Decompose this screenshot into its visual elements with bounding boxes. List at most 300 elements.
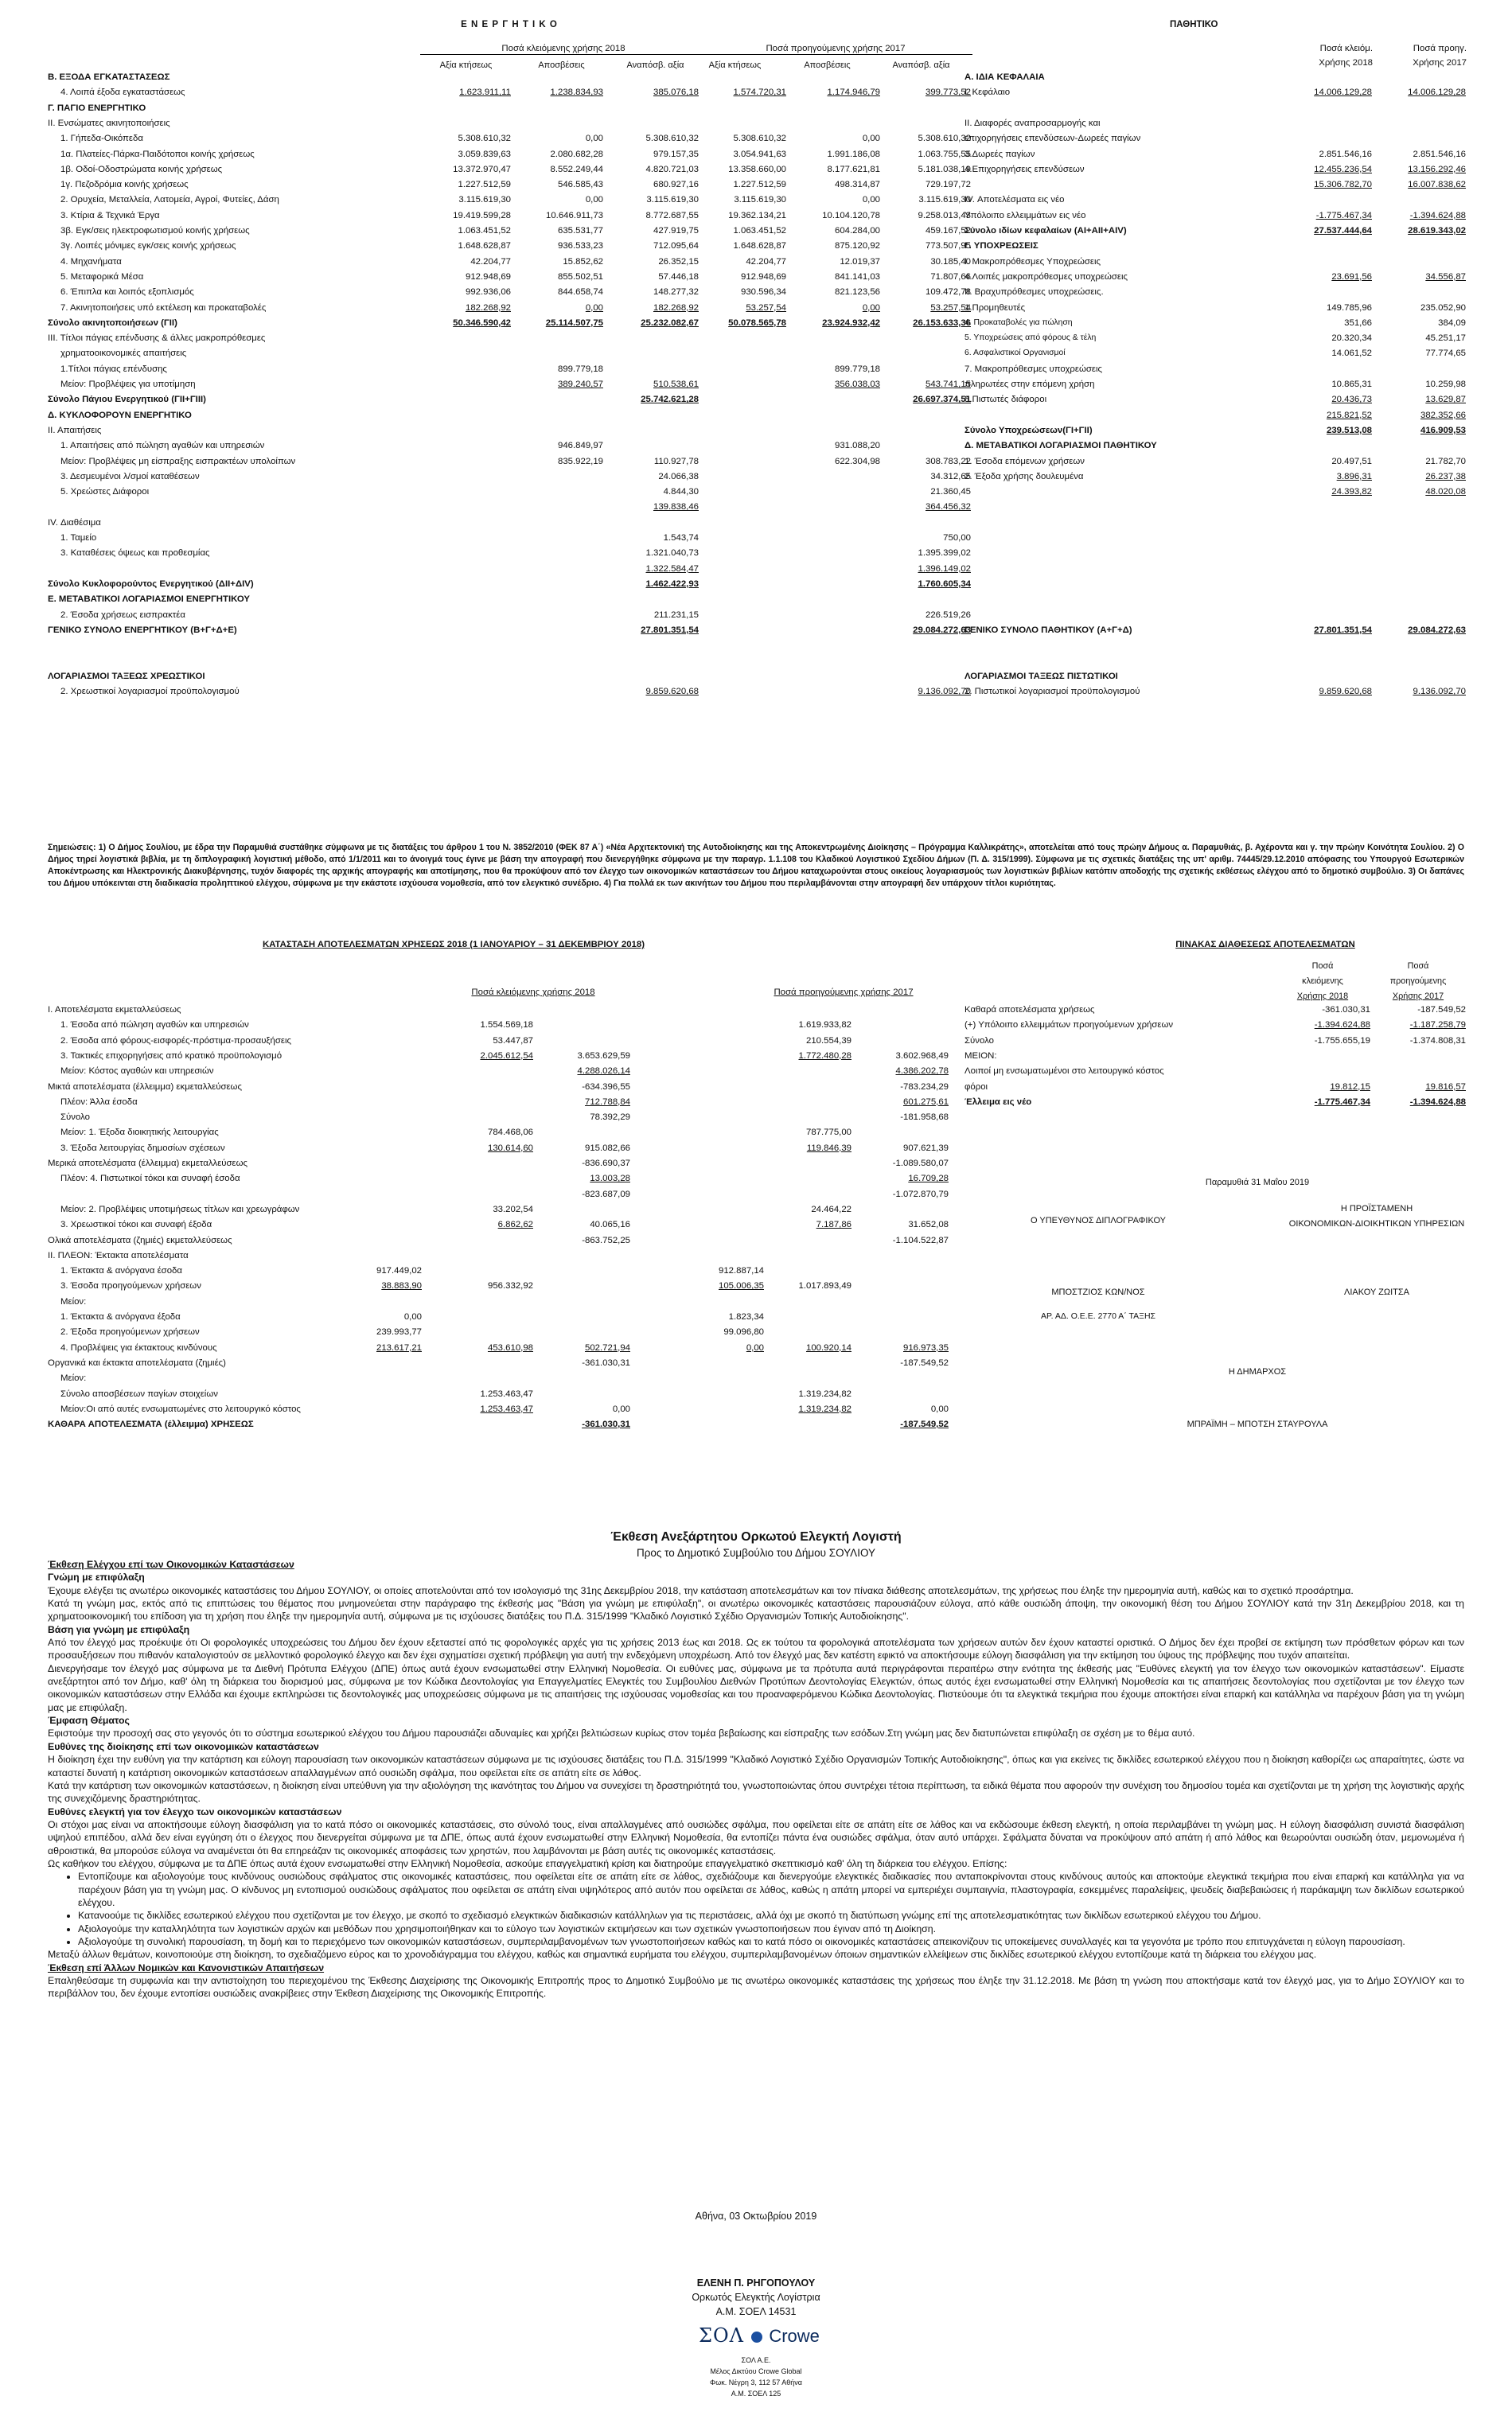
row-label: 7. Ακινητοποιήσεις υπό εκτέλεση και προκαταβολές bbox=[60, 302, 267, 313]
row-label: 2. Έξοδα προηγούμενων χρήσεων bbox=[60, 1327, 200, 1338]
cell-value: 1.396.149,02 bbox=[918, 563, 971, 574]
cell-value: 15.852,62 bbox=[563, 256, 603, 267]
cell-value: 0,00 bbox=[930, 1404, 949, 1414]
cell-value: 364.456,32 bbox=[925, 502, 971, 512]
cell-value: 498.314,87 bbox=[834, 180, 880, 190]
report-body bbox=[48, 1558, 1464, 2001]
cell-value: 787.775,00 bbox=[805, 1128, 851, 1138]
row-label: 3. Χρεωστικοί τόκοι και συναφή έξοδα bbox=[60, 1220, 212, 1230]
cell-value: 10.865,31 bbox=[1331, 380, 1372, 389]
cell-value: 835.922,19 bbox=[557, 456, 603, 466]
sub-header: Αναπόσβ. αξία bbox=[892, 60, 950, 70]
cell-value: 1.238.834,93 bbox=[550, 88, 603, 98]
row-label: Α. ΙΔΙΑ ΚΕΦΑΛΑΙΑ bbox=[964, 72, 1045, 82]
cell-value: 385.076,18 bbox=[653, 88, 699, 98]
cell-value: 1.321.040,73 bbox=[645, 548, 699, 559]
report-addressee: Προς το Δημοτικό Συμβούλιο του Δήμου ΣΟΥΛΙΟΥ bbox=[636, 1547, 876, 1559]
cell-value: 239.513,08 bbox=[1326, 425, 1372, 435]
cell-value: 24.464,22 bbox=[811, 1204, 851, 1214]
cell-value: 9.136.092,70 bbox=[918, 687, 971, 696]
row-label: Οργανικά και έκτακτα αποτελέσματα (ζημιές) bbox=[48, 1358, 226, 1368]
cell-value: 19.816,57 bbox=[1425, 1081, 1466, 1092]
table-row bbox=[964, 164, 1474, 179]
cell-value: 1.991.186,08 bbox=[827, 149, 880, 159]
cell-value: 34.556,87 bbox=[1425, 271, 1466, 282]
cell-value: 4.844,30 bbox=[663, 487, 699, 497]
cell-value: 27.537.444,64 bbox=[1314, 226, 1372, 236]
table-row bbox=[48, 379, 971, 394]
bullet-item: • Αξιολογούμε τη συνολική παρουσίαση, τη δομή και το περιεχόμενο των οικονομικών καταστάσεων, συμπεριλαμβανομένων των γνωστοποιήσεων καθώς και το κατά πόσο οι οικονομικές καταστάσεις απεικονίζουν τις υποκείμενες συναλλαγές και τα γεγονότα με τρόπο που επιτυγχάνεται η εύλογη παρουσίαση. bbox=[78, 1935, 1464, 1948]
row-label: ΙΙ. Ενσώματες ακινητοποιήσεις bbox=[48, 118, 170, 128]
row-label: Μείον: Προβλέψεις μη είσπραξης εισπρακτέων υπολοίπων bbox=[60, 456, 296, 466]
cell-value: 24.393,82 bbox=[1331, 487, 1372, 497]
row-label: 2. Ορυχεία, Μεταλλεία, Λατομεία, Αγροί, Φυτείες, Δάση bbox=[60, 195, 279, 205]
cell-value: 8.772.687,55 bbox=[645, 210, 699, 220]
row-label: 1γ. Πεζοδρόμια κοινής χρήσεως bbox=[60, 180, 189, 190]
cell-value: -1.104.522,87 bbox=[892, 1235, 949, 1245]
bullet-item: • Αξιολογούμε την καταλληλότητα των λογιστικών αρχών και μεθόδων που χρησιμοποιήθηκαν και το εύλογο των λογιστικών εκτιμήσεων και των σχετικών γνωστοποιήσεων που έγιναν από τη Διοίκηση. bbox=[78, 1923, 1464, 1935]
table-row bbox=[964, 655, 1474, 670]
table-row bbox=[48, 1235, 971, 1250]
cell-value: 931.088,20 bbox=[834, 441, 880, 451]
cell-value: 382.352,66 bbox=[1420, 410, 1466, 420]
table-row bbox=[48, 118, 971, 133]
cell-value: 16.007.838,62 bbox=[1408, 180, 1466, 190]
cell-value: 1.395.399,02 bbox=[918, 548, 971, 559]
cell-value: 844.658,74 bbox=[557, 287, 603, 298]
table-row bbox=[48, 1389, 971, 1404]
cell-value: -361.030,31 bbox=[1322, 1005, 1370, 1015]
table-row bbox=[964, 286, 1474, 302]
table-row bbox=[48, 425, 971, 440]
cell-value: 1.623.911,11 bbox=[459, 88, 511, 98]
cell-value: 130.614,60 bbox=[487, 1143, 533, 1153]
table-row bbox=[964, 563, 1474, 579]
table-row bbox=[964, 348, 1474, 363]
cell-value: 9.859.620,68 bbox=[1319, 687, 1372, 696]
cell-value: 1.760.605,34 bbox=[918, 579, 971, 589]
table-row bbox=[48, 686, 971, 701]
cell-value: 979.157,35 bbox=[653, 149, 699, 159]
cell-value: 2.045.612,54 bbox=[480, 1050, 533, 1061]
cell-value: 1.063.451,52 bbox=[458, 226, 511, 236]
row-label: Γ. ΥΠΟΧΡΕΩΣΕΙΣ bbox=[964, 241, 1039, 251]
accountant-role: Ο ΥΠΕΥΘΥΝΟΣ ΔΙΠΛΟΓΡΑΦΙΚΟΥ bbox=[1030, 1216, 1167, 1225]
row-label: 4. Προκαταβολές για πώληση bbox=[964, 318, 1073, 327]
cell-value: 936.533,23 bbox=[557, 241, 603, 251]
row-label: 1. Έκτακτα & ανόργανα έσοδα bbox=[60, 1266, 182, 1276]
table-row bbox=[964, 610, 1474, 625]
cell-value: 956.332,92 bbox=[487, 1281, 533, 1291]
table-row bbox=[48, 1311, 971, 1327]
table-row bbox=[48, 486, 971, 501]
cell-value: 33.202,54 bbox=[493, 1204, 533, 1214]
cell-value: 53.257,54 bbox=[930, 302, 971, 313]
row-label: Δ. ΚΥΚΛΟΦΟΡΟΥΝ ΕΝΕΡΓΗΤΙΚΟ bbox=[48, 410, 192, 420]
cell-value: 16.709,28 bbox=[908, 1174, 949, 1184]
cell-value: 119.846,39 bbox=[806, 1143, 851, 1153]
row-label: Μείον: Κόστος αγαθών και υπηρεσιών bbox=[60, 1066, 214, 1077]
row-label: 1. Έσοδα επόμενων χρήσεων bbox=[964, 456, 1085, 466]
cell-value: 20.497,51 bbox=[1331, 456, 1372, 466]
sub-header: Αποσβέσεις bbox=[538, 60, 585, 70]
cell-value: 917.449,02 bbox=[376, 1266, 422, 1276]
cell-value: 40.065,16 bbox=[590, 1220, 630, 1230]
table-row bbox=[964, 456, 1474, 471]
cell-value: 19.362.134,21 bbox=[728, 210, 786, 220]
distribution-col-2018-header: Ποσά κλειόμενης Χρήσης 2018 bbox=[1296, 961, 1349, 1001]
cell-value: -1.394.624,88 bbox=[1409, 210, 1466, 220]
table-row bbox=[964, 625, 1474, 640]
table-row bbox=[964, 517, 1474, 532]
cell-value: 1.772.480,28 bbox=[798, 1050, 851, 1061]
cell-value: 77.774,65 bbox=[1425, 349, 1466, 359]
cell-value: 543.741,15 bbox=[925, 380, 971, 389]
row-label: Λοιποί μη ενσωματωμένοι στο λειτουργικό κόστος bbox=[964, 1066, 1164, 1077]
cell-value: 26.352,15 bbox=[658, 256, 699, 267]
heading: Βάση για γνώμη με επιφύλαξη bbox=[48, 1623, 190, 1635]
table-row bbox=[964, 72, 1474, 87]
cell-value: 3.054.941,63 bbox=[733, 149, 786, 159]
cell-value: 21.360,45 bbox=[930, 487, 971, 497]
heading: Έκθεση Ελέγχου επί των Οικονομικών Καταστάσεων bbox=[48, 1559, 294, 1570]
table-row bbox=[48, 671, 971, 686]
cell-value: 899.779,18 bbox=[834, 364, 880, 374]
cell-value: 5.308.610,32 bbox=[458, 134, 511, 144]
auditor-title: Ορκωτός Ελεγκτής Λογίστρια bbox=[692, 2292, 820, 2303]
cell-value: 53.257,54 bbox=[746, 302, 786, 313]
row-label: Σύνολο ιδίων κεφαλαίων (ΑΙ+ΑΙΙ+ΑΙV) bbox=[964, 226, 1127, 236]
table-row bbox=[48, 410, 971, 425]
table-row bbox=[964, 179, 1474, 194]
row-label: Υπόλοιπο ελλειμμάτων εις νέο bbox=[964, 210, 1086, 220]
passive-col-2018-header: Ποσά κλειόμ. Χρήσης 2018 bbox=[1319, 44, 1373, 68]
table-row bbox=[964, 686, 1474, 701]
cell-value: 1.823,34 bbox=[728, 1312, 764, 1322]
row-label: 3β. Εγκ/σεις ηλεκτροφωτισμού κοινής χρήσεως bbox=[60, 226, 250, 236]
row-label: 6. Ασφαλιστικοί Οργανισμοί bbox=[964, 349, 1066, 358]
table-row bbox=[48, 1219, 971, 1234]
table-row bbox=[48, 333, 971, 348]
cell-value: 622.304,98 bbox=[834, 456, 880, 466]
cell-value: -1.072.870,79 bbox=[892, 1189, 949, 1199]
row-label: 8.Πιστωτές διάφοροι bbox=[964, 395, 1047, 405]
cell-value: 31.652,08 bbox=[908, 1220, 949, 1230]
cell-value: 45.251,17 bbox=[1425, 333, 1466, 344]
cell-value: 1.462.422,93 bbox=[645, 579, 699, 589]
cell-value: 3.115.619,30 bbox=[734, 195, 786, 205]
cell-value: 14.006.129,28 bbox=[1408, 88, 1466, 98]
cell-value: 604.284,00 bbox=[834, 226, 880, 236]
cell-value: -863.752,25 bbox=[582, 1235, 630, 1245]
cell-value: 8.552.249,44 bbox=[550, 164, 603, 174]
cell-value: 0,00 bbox=[585, 302, 603, 313]
table-row bbox=[964, 302, 1474, 318]
table-row bbox=[48, 164, 971, 179]
table-row bbox=[48, 87, 971, 102]
row-label: Μείον: bbox=[60, 1296, 87, 1307]
table-row bbox=[48, 1358, 971, 1373]
cell-value: 946.849,97 bbox=[557, 441, 603, 451]
cell-value: 821.123,56 bbox=[834, 287, 880, 298]
row-label: 3. Κτίρια & Τεχνικά Έργα bbox=[60, 210, 160, 220]
row-label: Πλέον: Άλλα έσοδα bbox=[60, 1097, 138, 1107]
table-row bbox=[48, 133, 971, 148]
cell-value: 351,66 bbox=[1344, 318, 1372, 328]
row-label: ΓΕΝΙΚΟ ΣΥΝΟΛΟ ΠΑΘΗΤΙΚΟΥ (Α+Γ+Δ) bbox=[964, 625, 1132, 635]
cell-value: 182.268,92 bbox=[653, 302, 699, 313]
row-label: 1.Προμηθευτές bbox=[964, 302, 1026, 313]
cell-value: 502.721,94 bbox=[584, 1342, 630, 1353]
table-row bbox=[48, 271, 971, 286]
sub-header: Αναπόσβ. αξία bbox=[626, 60, 684, 70]
row-label: 1. Ταμείο bbox=[60, 533, 97, 543]
table-row bbox=[48, 1081, 971, 1097]
row-label: IV. Αποτελέσματα εις νέο bbox=[964, 195, 1065, 205]
paragraph: Οι στόχοι μας είναι να αποκτήσουμε εύλογη διασφάλιση για το κατά πόσο οι οικονομικές καταστάσεις, στο σύνολό τους, είναι απαλλαγμένες από ουσιώδες σφάλμα, που οφείλεται είτε σε απάτη είτε σε λάθος και να εκδώσουμε έκθεση ελεγκτή, η οποία περιλαμβάνει τη γνώμη μας. Η εύλογη διασφάλιση συνιστά διασφάλιση υψηλού επιπέδου, αλλά δεν είναι εγγύηση ότι ο έλεγχος που διενεργείται σύμφωνα με τα ΔΠΕ, όπως αυτά έχουν ενσωματωθεί στην Ελληνική Νομοθεσία, θα εντοπίζει πάντα ένα ουσιώδες σφάλμα, όταν αυτό υπάρχει. Σφάλματα δύναται να προκύψουν από απάτη ή από λάθος και θεωρούνται ουσιώδη όταν, μεμονωμένα ή αθροιστικά, θα μπορούσε εύλογα να αναμένεται ότι θα επηρεάζαν τις οικονομικές αποφάσεις των χρηστών, που λαμβάνονται με βάση αυτές τις οικονομικές καταστάσεις. bbox=[48, 1818, 1464, 1856]
table-row bbox=[48, 579, 971, 594]
cell-value: 239.993,77 bbox=[376, 1327, 422, 1338]
table-row bbox=[48, 103, 971, 118]
cell-value: 13.156.292,46 bbox=[1408, 164, 1466, 174]
cell-value: 29.084.272,63 bbox=[913, 625, 971, 635]
cell-value: 215.821,52 bbox=[1326, 410, 1372, 420]
table-row bbox=[48, 302, 971, 318]
cell-value: -187.549,52 bbox=[900, 1420, 949, 1430]
row-label: επιχορηγήσεις επενδύσεων-Δωρεές παγίων bbox=[964, 134, 1141, 144]
cell-value: 1.227.512,59 bbox=[733, 180, 786, 190]
table-row bbox=[964, 486, 1474, 501]
row-label: Δ. ΜΕΤΑΒΑΤΙΚΟΙ ΛΟΓΑΡΙΑΣΜΟΙ ΠΑΘΗΤΙΚΟΥ bbox=[964, 441, 1157, 451]
table-row bbox=[48, 318, 971, 333]
paragraph: Ως καθήκον του ελέγχου, σύμφωνα με τα ΔΠΕ όπως αυτά έχουν ενσωματωθεί στην Ελληνική Νομοθεσία, ασκούμε επαγγελματική κρίση και διατηρούμε επαγγελματικό σκεπτικισμό καθ' όλη τη διάρκεια του ελέγχου. Επίσης: bbox=[48, 1857, 1007, 1869]
head-name: ΛΙΑΚΟΥ ΖΩΙΤΣΑ bbox=[1344, 1288, 1409, 1297]
sub-header: Αποσβέσεις bbox=[804, 60, 851, 70]
table-row bbox=[964, 103, 1474, 118]
cell-value: 10.259,98 bbox=[1425, 380, 1466, 389]
cell-value: 384,09 bbox=[1438, 318, 1466, 328]
cell-value: 4.386.202,78 bbox=[895, 1066, 949, 1077]
cell-value: -1.394.624,88 bbox=[1314, 1020, 1370, 1030]
cell-value: -187.549,52 bbox=[1417, 1005, 1466, 1015]
cell-value: 1.174.946,79 bbox=[827, 88, 880, 98]
table-row bbox=[48, 1296, 971, 1311]
row-label: 3. Έξοδα λειτουργίας δημοσίων σχέσεων bbox=[60, 1143, 225, 1153]
cell-value: 399.773,52 bbox=[925, 88, 971, 98]
row-label: Μείον:Οι από αυτές ενσωματωμένες στο λειτουργικό κόστος bbox=[60, 1404, 301, 1414]
auditor-reg: Α.Μ. ΣΟΕΛ 14531 bbox=[715, 2306, 797, 2317]
table-row bbox=[964, 1004, 1474, 1019]
row-label: 4.Επιχορηγήσεις επενδύσεων bbox=[964, 164, 1085, 174]
row-label: 2. Έσοδα χρήσεως εισπρακτέα bbox=[60, 610, 185, 620]
cell-value: -1.394.624,88 bbox=[1409, 1097, 1466, 1107]
cell-value: 26.153.633,36 bbox=[913, 318, 971, 328]
cell-value: 992.936,06 bbox=[465, 287, 511, 298]
row-label: Γ. ΠΑΓΙΟ ΕΝΕΡΓΗΤΙΚΟ bbox=[48, 103, 146, 113]
cell-value: 211.231,15 bbox=[653, 610, 699, 620]
row-label: Μικτά αποτελέσματα (έλλειμμα) εκμεταλλεύσεως bbox=[48, 1081, 242, 1092]
table-row bbox=[48, 625, 971, 640]
head-role: Η ΠΡΟΪΣΤΑΜΕΝΗ ΟΙΚΟΝΟΜΙΚΩΝ-ΔΙΟΙΚΗΤΙΚΩΝ ΥΠΗΡΕΣΙΩΝ bbox=[1288, 1204, 1465, 1229]
cell-value: 0,00 bbox=[746, 1342, 764, 1353]
cell-value: 10.104.120,78 bbox=[822, 210, 880, 220]
cell-value: 5.308.610,32 bbox=[733, 134, 786, 144]
auditor-name: ΕΛΕΝΗ Π. ΡΗΓΟΠΟΥΛΟΥ bbox=[696, 2277, 816, 2289]
row-label: ΛΟΓΑΡΙΑΣΜΟΙ ΤΑΞΕΩΣ ΧΡΕΩΣΤΙΚΟΙ bbox=[48, 671, 205, 681]
cell-value: 226.519,26 bbox=[925, 610, 971, 620]
cell-value: 416.909,53 bbox=[1420, 425, 1466, 435]
row-label: 7. Μακροπρόθεσμες υποχρεώσεις bbox=[964, 364, 1103, 374]
cell-value: 110.927,78 bbox=[653, 456, 699, 466]
table-row bbox=[48, 1127, 971, 1142]
cell-value: 712.095,64 bbox=[653, 241, 699, 251]
cell-value: 1.543,74 bbox=[663, 533, 699, 543]
table-row bbox=[964, 410, 1474, 425]
cell-value: 0,00 bbox=[585, 134, 603, 144]
row-label: Β. ΕΞΟΔΑ ΕΓΚΑΤΑΣΤΑΣΕΩΣ bbox=[48, 72, 170, 82]
cell-value: 15.306.782,70 bbox=[1314, 180, 1372, 190]
table-row bbox=[48, 1112, 971, 1127]
paragraph: Έχουμε ελέγξει τις ανωτέρω οικονομικές καταστάσεις του Δήμου ΣΟΥΛΙΟΥ, οι οποίες αποτελούνται από τον ισολογισμό της 31ης Δεκεμβρίου 2018, την κατάσταση αποτελεσμάτων και τον πίνακα διάθεσης αποτελεσμάτων, της χρήσεως που έληξε την ημερομηνία αυτή, καθώς και το σχετικό προσάρτημα. bbox=[48, 1584, 1354, 1596]
table-row bbox=[48, 610, 971, 625]
table-row bbox=[48, 364, 971, 379]
accountant-license: ΑΡ. ΑΔ. Ο.Ε.Ε. 2770 Α΄ ΤΑΞΗΣ bbox=[1040, 1311, 1156, 1321]
cell-value: -823.687,09 bbox=[582, 1189, 630, 1199]
table-row bbox=[48, 1097, 971, 1112]
cell-value: 2.851.546,16 bbox=[1413, 149, 1466, 159]
table-row bbox=[964, 87, 1474, 102]
cell-value: 3.896,31 bbox=[1336, 471, 1372, 481]
table-row bbox=[48, 1265, 971, 1280]
paragraph: Εφιστούμε την προσοχή σας στο γεγονός ότι το σύστημα εσωτερικού ελέγχου του Δήμου παρουσιάζει αδυναμίες και χρήζει βελτιώσεων κυρίως στον τομέα βεβαίωσης και είσπραξης των εσόδων.Στη γνώμη μας δεν διατυπώνεται επιφύλαξη σε σχέση με το θέμα αυτό. bbox=[48, 1728, 1195, 1739]
cell-value: 20.320,34 bbox=[1331, 333, 1372, 344]
table-row bbox=[48, 286, 971, 302]
table-row bbox=[48, 532, 971, 547]
cell-value: 0,00 bbox=[862, 134, 880, 144]
cell-value: 10.646.911,73 bbox=[546, 210, 603, 220]
cell-value: 875.120,92 bbox=[834, 241, 880, 251]
cell-value: 25.232.082,67 bbox=[641, 318, 699, 328]
table-row bbox=[48, 225, 971, 240]
cell-value: -634.396,55 bbox=[582, 1081, 630, 1092]
table-row bbox=[964, 364, 1474, 379]
row-label: πληρωτέες στην επόμενη χρήση bbox=[964, 380, 1095, 389]
cell-value: 773.507,95 bbox=[925, 241, 971, 251]
cell-value: 784.468,06 bbox=[487, 1128, 533, 1138]
row-label: φόροι bbox=[964, 1081, 988, 1092]
cell-value: 5.308.610,32 bbox=[918, 134, 971, 144]
row-label: Σύνολο Κυκλοφορούντος Ενεργητικού (ΔΙΙ+ΔΙV) bbox=[48, 579, 254, 589]
table-row bbox=[964, 133, 1474, 148]
cell-value: 912.948,69 bbox=[740, 271, 786, 282]
passive-col-2017-header: Ποσά προηγ. Χρήσης 2017 bbox=[1413, 44, 1467, 68]
cell-value: 1.648.628,87 bbox=[733, 241, 786, 251]
table-row bbox=[964, 532, 1474, 547]
cell-value: 9.258.013,43 bbox=[918, 210, 971, 220]
table-row bbox=[48, 194, 971, 209]
cell-value: 30.185,40 bbox=[930, 256, 971, 267]
table-row bbox=[964, 379, 1474, 394]
cell-value: 3.115.619,30 bbox=[646, 195, 699, 205]
table-row bbox=[964, 501, 1474, 516]
row-label: ΓΕΝΙΚΟ ΣΥΝΟΛΟ ΕΝΕΡΓΗΤΙΚΟΥ (Β+Γ+Δ+Ε) bbox=[48, 625, 237, 635]
cell-value: 1.017.893,49 bbox=[798, 1281, 851, 1291]
heading: Έκθεση επί Άλλων Νομικών και Κανονιστικών Απαιτήσεων bbox=[48, 1962, 325, 1973]
cell-value: 912.948,69 bbox=[465, 271, 511, 282]
row-label: 1. Απαιτήσεις από πώληση αγαθών και υπηρεσιών bbox=[60, 441, 265, 451]
table-row bbox=[48, 149, 971, 164]
balance-col-2017-header: Ποσά προηγούμενης χρήσης 2017 bbox=[699, 43, 972, 55]
cell-value: 4.820.721,03 bbox=[645, 164, 699, 174]
bullet-list bbox=[78, 1870, 1464, 1948]
cell-value: 1.322.584,47 bbox=[645, 563, 699, 574]
table-row bbox=[964, 1097, 1474, 1112]
table-row bbox=[48, 501, 971, 516]
table-row bbox=[48, 1250, 971, 1265]
cell-value: -1.775.467,34 bbox=[1314, 1097, 1370, 1107]
table-row bbox=[964, 194, 1474, 209]
mayor-name: ΜΠΡΑΪΜΗ – ΜΠΟΤΣΗ ΣΤΑΥΡΟΥΛΑ bbox=[1187, 1420, 1328, 1429]
row-label: Σύνολο bbox=[964, 1035, 994, 1046]
heading: Ευθύνες της διοίκησης επί των οικονομικών καταστάσεων bbox=[48, 1740, 319, 1752]
row-label: 4. Λοιπά έξοδα εγκαταστάσεως bbox=[60, 88, 185, 98]
cell-value: 546.585,43 bbox=[557, 180, 603, 190]
cell-value: -187.549,52 bbox=[900, 1358, 949, 1368]
cell-value: 105.006,35 bbox=[718, 1281, 764, 1291]
row-label: ΙΙΙ. Τίτλοι πάγιας επένδυσης & άλλες μακροπρόθεσμες bbox=[48, 333, 266, 344]
cell-value: 26.697.374,51 bbox=[913, 395, 971, 405]
cell-value: 50.078.565,78 bbox=[728, 318, 786, 328]
cell-value: 182.268,92 bbox=[465, 302, 511, 313]
cell-value: 235.052,90 bbox=[1420, 302, 1466, 313]
row-label: 1α. Πλατείες-Πάρκα-Παιδότοποι κοινής χρήσεως bbox=[60, 149, 255, 159]
cell-value: 53.447,87 bbox=[493, 1035, 533, 1046]
row-label: 6. Έπιπλα και λοιπός εξοπλισμός bbox=[60, 287, 194, 298]
cell-value: 0,00 bbox=[403, 1312, 422, 1322]
cell-value: -1.755.655,19 bbox=[1314, 1035, 1370, 1046]
table-row bbox=[964, 471, 1474, 486]
row-label: ΛΟΓΑΡΙΑΣΜΟΙ ΤΑΞΕΩΣ ΠΙΣΤΩΤΙΚΟΙ bbox=[964, 671, 1118, 681]
row-label: 4.Λοιπές μακροπρόθεσμες υποχρεώσεις bbox=[964, 271, 1128, 282]
row-label: χρηματοοικονομικές απαιτήσεις bbox=[60, 349, 187, 359]
table-row bbox=[964, 210, 1474, 225]
cell-value: 20.436,73 bbox=[1331, 395, 1372, 405]
table-row bbox=[964, 547, 1474, 563]
paragraph: Κατά την κατάρτιση των οικονομικών καταστάσεων, η διοίκηση είναι υπεύθυνη για την αξιολόγηση της ικανότητας του Δήμου να συνεχίσει τη δραστηριότητά του, γνωστοποιώντας όπου συντρέχει τέτοια περίπτωση, τα ειδικά θέματα που αφορούν την συνέχιση του δημοσίου τομέα και σχετίζονται με τη χρήση της λογιστικής αρχής της συνεχιζόμενης δραστηριότητας. bbox=[48, 1779, 1464, 1805]
row-label: 2. Έσοδα από φόρους-εισφορές-πρόστιμα-προσαυξήσεις bbox=[60, 1035, 291, 1046]
cell-value: 7.187,86 bbox=[816, 1220, 851, 1230]
row-label: 1. Έκτακτα & ανόργανα έξοδα bbox=[60, 1312, 181, 1322]
row-label: 3γ. Λοιπές μόνιμες εγκ/σεις κοινής χρήσεως bbox=[60, 241, 236, 251]
sol-crowe-logo bbox=[699, 2324, 826, 2351]
cell-value: 23.924.932,42 bbox=[822, 318, 880, 328]
cell-value: 25.114.507,75 bbox=[545, 318, 603, 328]
table-row bbox=[964, 1081, 1474, 1097]
table-row bbox=[48, 1004, 971, 1019]
row-label: Σύνολο Υποχρεώσεων(ΓΙ+ΓΙΙ) bbox=[964, 425, 1093, 435]
cell-value: 42.204,77 bbox=[746, 256, 786, 267]
cell-value: 19.812,15 bbox=[1330, 1081, 1370, 1092]
cell-value: 210.554,39 bbox=[805, 1035, 851, 1046]
cell-value: 3.059.839,63 bbox=[458, 149, 511, 159]
cell-value: 38.883,90 bbox=[381, 1281, 422, 1291]
cell-value: 2.080.682,28 bbox=[550, 149, 603, 159]
paragraph: Επαληθεύσαμε τη συμφωνία και την αντιστοίχηση του περιεχομένου της Έκθεσης Διαχείρισης της Οικονομικής Επιτροπής προς το Δημοτικό Συμβούλιο με τις ανωτέρω οικονομικές καταστάσεις της χρήσεως που έληξε την 31.12.2018. Με βάση τη γνώση που αποκτήσαμε κατά τον έλεγχό μας, για το Δήμο ΣΟΥΛΙΟΥ και το περιβάλλον του, δεν έχουμε εντοπίσει ουσιώδεις ανακρίβειες στην Έκθεση Διαχείρισης της Οικονομικής Επιτροπής. bbox=[48, 1975, 1464, 2000]
passive-title: ΠΑΘΗΤΙΚΟ bbox=[1170, 20, 1218, 29]
income-col-2018-header: Ποσά κλειόμενης χρήσης 2018 bbox=[471, 988, 595, 997]
table-row bbox=[48, 394, 971, 409]
table-row bbox=[48, 240, 971, 255]
